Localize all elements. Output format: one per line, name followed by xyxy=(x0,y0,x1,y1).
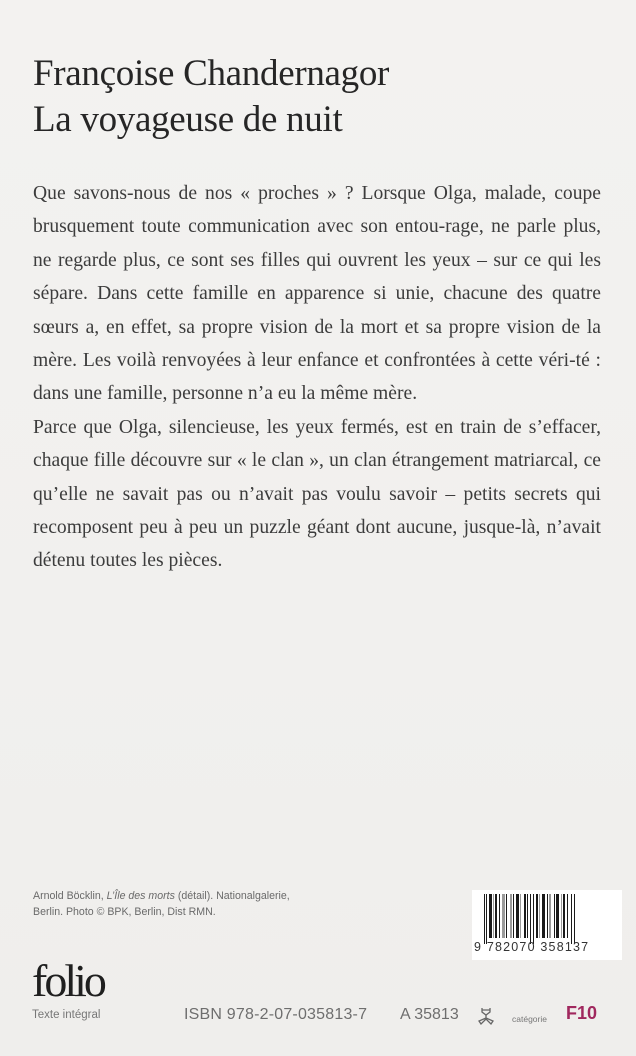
blurb xyxy=(33,177,601,578)
folio-logo: folio xyxy=(32,955,104,1006)
category-label: catégorie xyxy=(512,1014,547,1024)
category-value: F10 xyxy=(566,1003,598,1023)
catalog-code: A 35813 xyxy=(400,1006,459,1023)
credit-line2: Berlin. Photo © BPK, Berlin, Dist RMN. xyxy=(33,906,216,918)
barcode-bars xyxy=(476,894,576,940)
credit-artwork: L’Île des morts xyxy=(106,890,175,902)
credit-rest: (détail). Nationalgalerie, xyxy=(174,890,290,902)
propeller-icon xyxy=(476,1006,496,1026)
barcode-number: 9 782070 358137 xyxy=(474,940,590,954)
barcode xyxy=(472,890,622,960)
cover-art-credit xyxy=(33,888,290,920)
folio-subtitle: Texte intégral xyxy=(32,1009,101,1021)
book-title: La voyageuse de nuit xyxy=(33,99,343,140)
credit-artist: Arnold Böcklin, xyxy=(33,890,107,902)
blurb-paragraph: Parce que Olga, silencieuse, les yeux fermés, est en train de s’effacer, chaque fille découvre sur « le clan », un clan étrangement matriarcal, ce qu’elle ne savait pas ou n’avait pas voulu savoir – petits secrets qui recomposent peu à peu un puzzle géant dont aucune, jusque-là, n’avait détenu toutes les pièces. xyxy=(33,416,601,572)
isbn: ISBN 978-2-07-035813-7 xyxy=(184,1006,368,1023)
blurb-paragraph: Que savons-nous de nos « proches » ? Lorsque Olga, malade, coupe brusquement toute communication avec son entou-rage, ne parle plus, ne regarde plus, ce sont ses filles qui ouvrent les yeux – sur ce qui les sépare. Dans cette famille en apparence si unie, chacune des quatre sœurs a, en effet, sa propre vision de la mort et sa propre vision de la mère. Les voilà renvoyées à leur enfance et confrontées à cette véri-té : dans une famille, personne n’a eu la même mère. xyxy=(33,183,601,405)
author-name: Françoise Chandernagor xyxy=(33,53,390,94)
